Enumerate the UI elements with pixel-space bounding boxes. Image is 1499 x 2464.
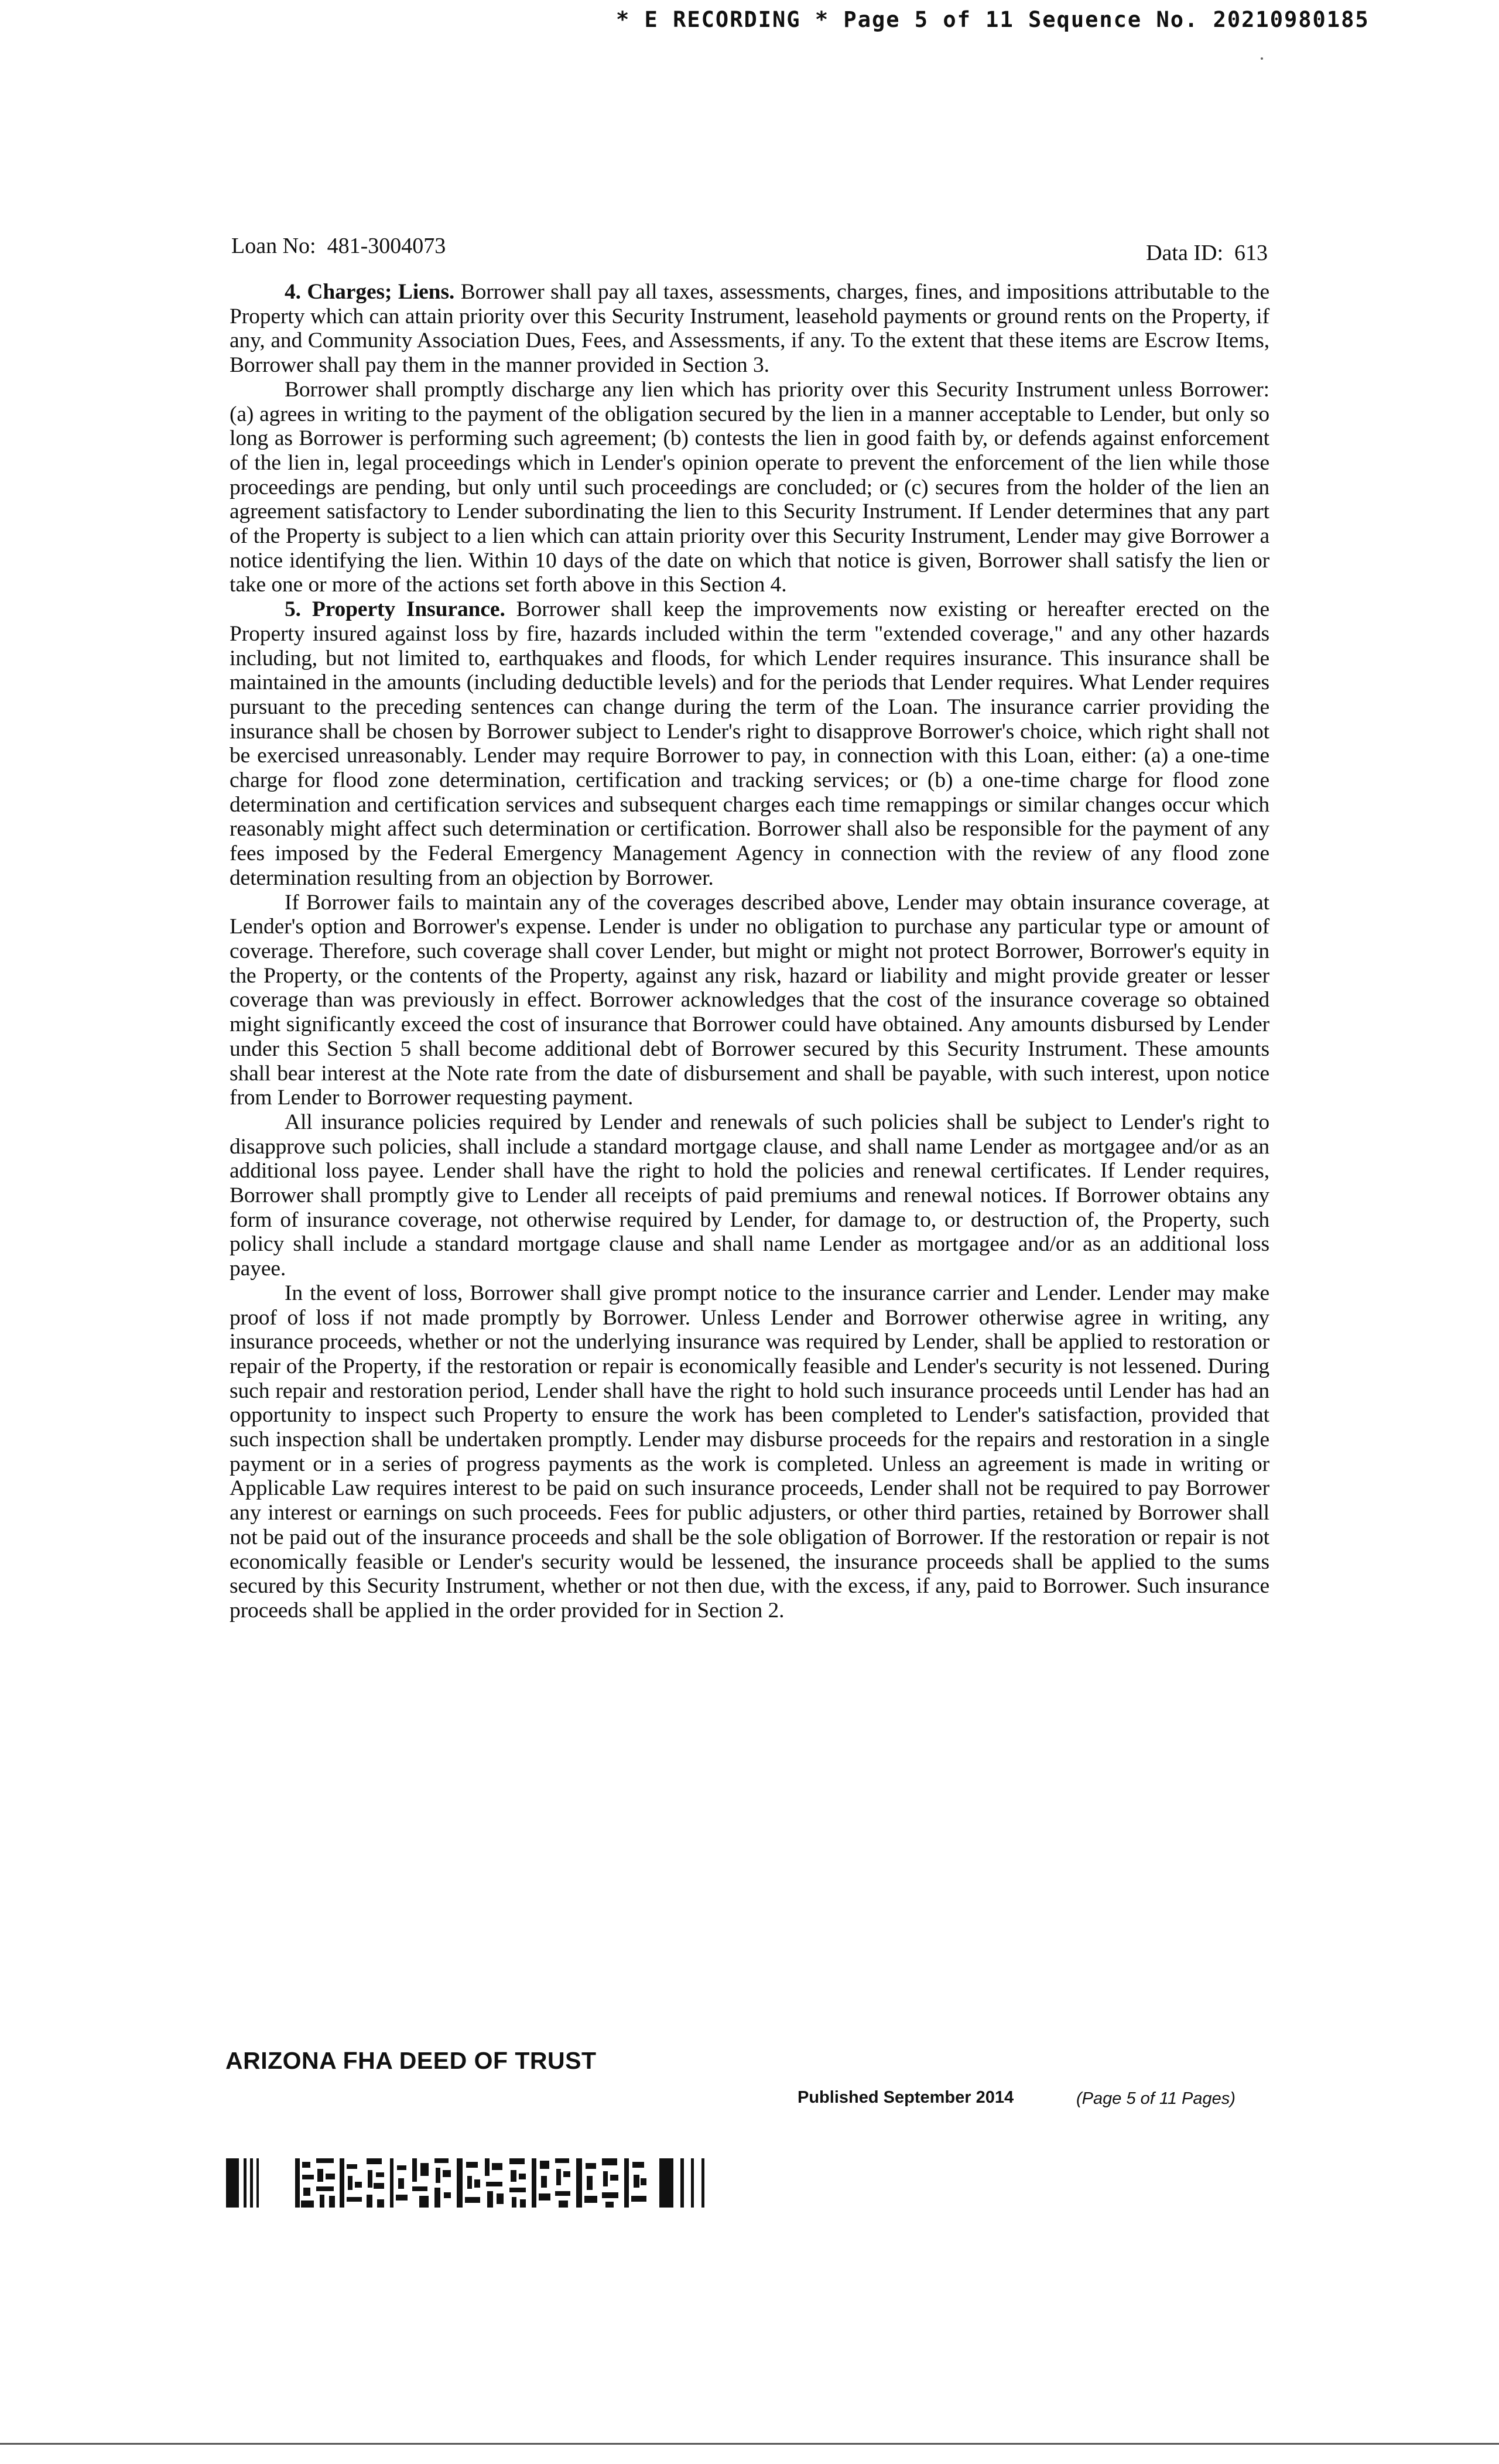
section-5-paragraph-3: All insurance policies required by Lender and renewals of such policies shall be subject to Lender's right to disapprove such policies, shall include a standard mortgage clause, and shall name Lender as mortgagee and/or as an additional loss payee. Lender shall have the right to hold the policies and renewal certificates. If Lender requires, Borrower shall promptly give to Lender all receipts of paid premiums and renewal notices. If Borrower obtains any form of insurance coverage, not otherwise required by Lender, for damage to, or destruction of, the Property, such policy shall include a standard mortgage clause and shall name Lender as mortgagee and/or as an additional loss payee. bbox=[230, 1110, 1269, 1281]
page-count: (Page 5 of 11 Pages) bbox=[1076, 2089, 1236, 2108]
data-id-label: Data ID: bbox=[1146, 241, 1223, 265]
section-5-paragraph-4: In the event of loss, Borrower shall give prompt notice to the insurance carrier and Lender. Lender may make proof of loss if not made promptly by Borrower. Unless Lender and Borrower otherwise agree in writing, any insurance proceeds, whether or not the underlying insurance was required by Lender, shall be applied to restoration or repair of the Property, if the restoration or repair is economically feasible and Lender's security is not lessened. During such repair and restoration period, Lender shall have the right to hold such insurance proceeds until Lender has had an opportunity to inspect such Property to ensure the work has been completed to Lender's satisfaction, provided that such inspection shall be undertaken promptly. Lender may disburse proceeds for the repairs and restoration in a single payment or in a series of progress payments as the work is completed. Unless an agreement is made in writing or Applicable Law requires interest to be paid on such insurance proceeds, Lender shall not be required to pay Borrower any interest or earnings on such proceeds. Fees for public adjusters, or other third parties, retained by Borrower shall not be paid out of the insurance proceeds and shall be the sole obligation of Borrower. If the restoration or repair is not economically feasible or Lender's security would be lessened, the insurance proceeds shall be applied to the sums secured by this Security Instrument, whether or not then due, with the excess, if any, paid to Borrower. Such insurance proceeds shall be applied in the order provided for in Section 2. bbox=[230, 1281, 1269, 1623]
form-title: ARIZONA FHA DEED OF TRUST bbox=[225, 2047, 597, 2074]
loan-number-label: Loan No: bbox=[231, 234, 316, 258]
document-body bbox=[230, 280, 1269, 1623]
section-4-paragraph-2: Borrower shall promptly discharge any lien which has priority over this Security Instrument unless Borrower: (a) agrees in writing to the payment of the obligation secured by the lien in a manner acceptable to Lender, but only so long as Borrower is performing such agreement; (b) contests the lien in good faith by, or defends against enforcement of the lien in, legal proceedings which in Lender's opinion operate to prevent the enforcement of the lien while those proceedings are pending, but only until such proceedings are concluded; or (c) secures from the holder of the lien an agreement satisfactory to Lender subordinating the lien to this Security Instrument. If Lender determines that any part of the Property is subject to a lien which can attain priority over this Security Instrument, Lender may give Borrower a notice identifying the lien. Within 10 days of the date on which that notice is given, Borrower shall satisfy the lien or take one or more of the actions set forth above in this Section 4. bbox=[230, 377, 1269, 597]
section-5-heading: 5. Property Insurance. bbox=[285, 597, 505, 622]
scan-speck bbox=[1261, 57, 1263, 60]
bottom-rule bbox=[0, 2443, 1499, 2445]
section-4-paragraph-1 bbox=[230, 280, 1269, 378]
barcode-image bbox=[226, 2158, 782, 2208]
data-id-line bbox=[1146, 240, 1268, 266]
loan-number-line bbox=[231, 233, 446, 259]
section-5-text-1: Borrower shall keep the improvements now existing or hereafter erected on the Property insured against loss by fire, hazards included within the term "extended coverage," and any other hazards including, but not limited to, earthquakes and floods, for which Lender requires insurance. This insurance shall be maintained in the amounts (including deductible levels) and for the periods that Lender requires. What Lender requires pursuant to the preceding sentences can change during the term of the Loan. The insurance carrier providing the insurance shall be chosen by Borrower subject to Lender's right to disapprove Borrower's choice, which right shall not be exercised unreasonably. Lender may require Borrower to pay, in connection with this Loan, either: (a) a one-time charge for flood zone determination, certification and tracking services; or (b) a one-time charge for flood zone determination and certification services and subsequent charges each time remappings or similar changes occur which reasonably might affect such determination or certification. Borrower shall also be responsible for the payment of any fees imposed by the Federal Emergency Management Agency in connection with the review of any flood zone determination resulting from an objection by Borrower. bbox=[230, 597, 1269, 890]
section-4-text-1: Borrower shall pay all taxes, assessments, charges, fines, and impositions attributable to the Property which can attain priority over this Security Instrument, leasehold payments or ground rents on the Property, if any, and Community Association Dues, Fees, and Assessments, if any. To the extent that these items are Escrow Items, Borrower shall pay them in the manner provided in Section 3. bbox=[230, 280, 1269, 378]
published-date: Published September 2014 bbox=[798, 2088, 1014, 2107]
recording-header: * E RECORDING * Page 5 of 11 Sequence No. 20210980185 bbox=[616, 7, 1370, 32]
section-5-paragraph-2: If Borrower fails to maintain any of the coverages described above, Lender may obtain insurance coverage, at Lender's option and Borrower's expense. Lender is under no obligation to purchase any particular type or amount of coverage. Therefore, such coverage shall cover Lender, but might or might not protect Borrower, Borrower's equity in the Property, or the contents of the Property, against any risk, hazard or liability and might provide greater or lesser coverage than was previously in effect. Borrower acknowledges that the cost of the insurance coverage so obtained might significantly exceed the cost of insurance that Borrower could have obtained. Any amounts disbursed by Lender under this Section 5 shall become additional debt of Borrower secured by this Security Instrument. These amounts shall bear interest at the Note rate from the date of disbursement and shall be payable, with such interest, upon notice from Lender to Borrower requesting payment. bbox=[230, 890, 1269, 1110]
section-5-paragraph-1 bbox=[230, 597, 1269, 890]
data-id-value: 613 bbox=[1234, 241, 1268, 265]
section-4-heading: 4. Charges; Liens. bbox=[285, 280, 455, 304]
loan-number-value: 481-3004073 bbox=[327, 234, 446, 258]
